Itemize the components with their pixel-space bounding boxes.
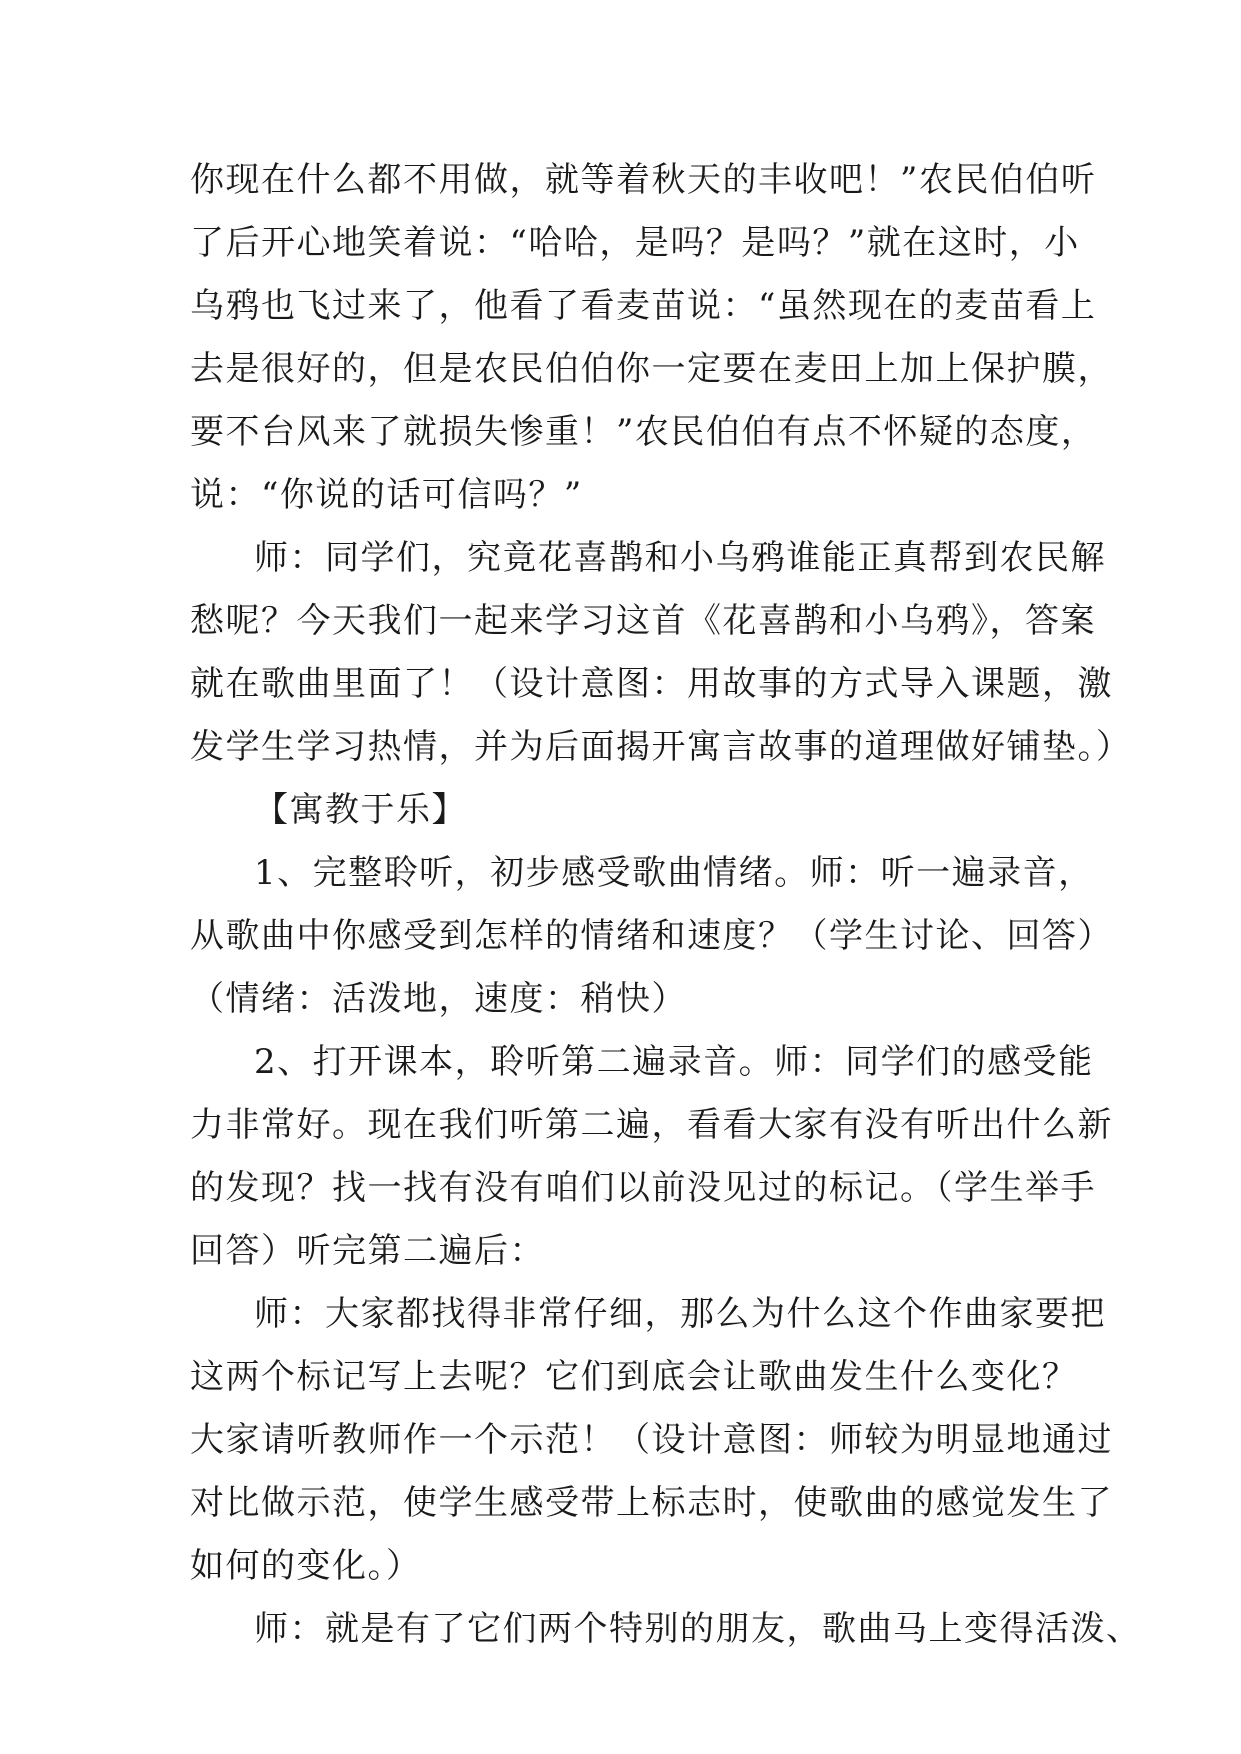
paragraph-start-teacher-demo: 师：大家都找得非常仔细，那么为什么这个作曲家要把 bbox=[254, 1294, 1106, 1334]
text-line-1: 你现在什么都不用做，就等着秋天的丰收吧！”农民伯伯听 bbox=[190, 160, 1097, 200]
text-line-13: 从歌曲中你感受到怎样的情绪和速度？（学生讨论、回答） bbox=[190, 916, 1113, 956]
text-line-23: 如何的变化。） bbox=[190, 1546, 422, 1586]
text-line-16: 力非常好。现在我们听第二遍，看看大家有没有听出什么新 bbox=[190, 1105, 1113, 1145]
text-line-21: 大家请听教师作一个示范！（设计意图：师较为明显地通过 bbox=[190, 1420, 1113, 1460]
text-line-5: 要不台风来了就损失惨重！”农民伯伯有点不怀疑的态度， bbox=[190, 412, 1097, 452]
text-line-22: 对比做示范，使学生感受带上标志时，使歌曲的感觉发生了 bbox=[190, 1483, 1113, 1523]
paragraph-start-teacher-question: 师：同学们，究竟花喜鹊和小乌鸦谁能正真帮到农民解 bbox=[254, 538, 1106, 578]
step-2-start: 2、打开课本，聆听第二遍录音。师：同学们的感受能 bbox=[254, 1042, 1094, 1082]
text-line-17: 的发现？找一找有没有咱们以前没见过的标记。（学生举手 bbox=[190, 1168, 1096, 1208]
text-line-2: 了后开心地笑着说：“哈哈，是吗？是吗？”就在这时，小 bbox=[190, 223, 1080, 263]
text-line-9: 就在歌曲里面了！（设计意图：用故事的方式导入课题，激 bbox=[190, 664, 1113, 704]
text-line-20: 这两个标记写上去呢？它们到底会让歌曲发生什么变化？ bbox=[190, 1357, 1078, 1397]
paragraph-start-teacher-final: 师：就是有了它们两个特别的朋友，歌曲马上变得活泼、 bbox=[254, 1609, 1142, 1649]
step-1-start: 1、完整聆听，初步感受歌曲情绪。师：听一遍录音， bbox=[254, 853, 1094, 893]
text-line-14: （情绪：活泼地，速度：稍快） bbox=[190, 979, 687, 1019]
text-line-8: 愁呢？今天我们一起来学习这首《花喜鹊和小乌鸦》，答案 bbox=[190, 601, 1096, 641]
text-line-18: 回答）听完第二遍后： bbox=[190, 1231, 545, 1271]
section-heading: 【寓教于乐】 bbox=[254, 790, 467, 830]
text-line-4: 去是很好的，但是农民伯伯你一定要在麦田上加上保护膜， bbox=[190, 349, 1113, 389]
text-line-10: 发学生学习热情，并为后面揭开寓言故事的道理做好铺垫。） bbox=[190, 727, 1132, 767]
text-line-6: 说：“你说的话可信吗？” bbox=[190, 475, 583, 515]
text-line-3: 乌鸦也飞过来了，他看了看麦苗说：“虽然现在的麦苗看上 bbox=[190, 286, 1097, 326]
